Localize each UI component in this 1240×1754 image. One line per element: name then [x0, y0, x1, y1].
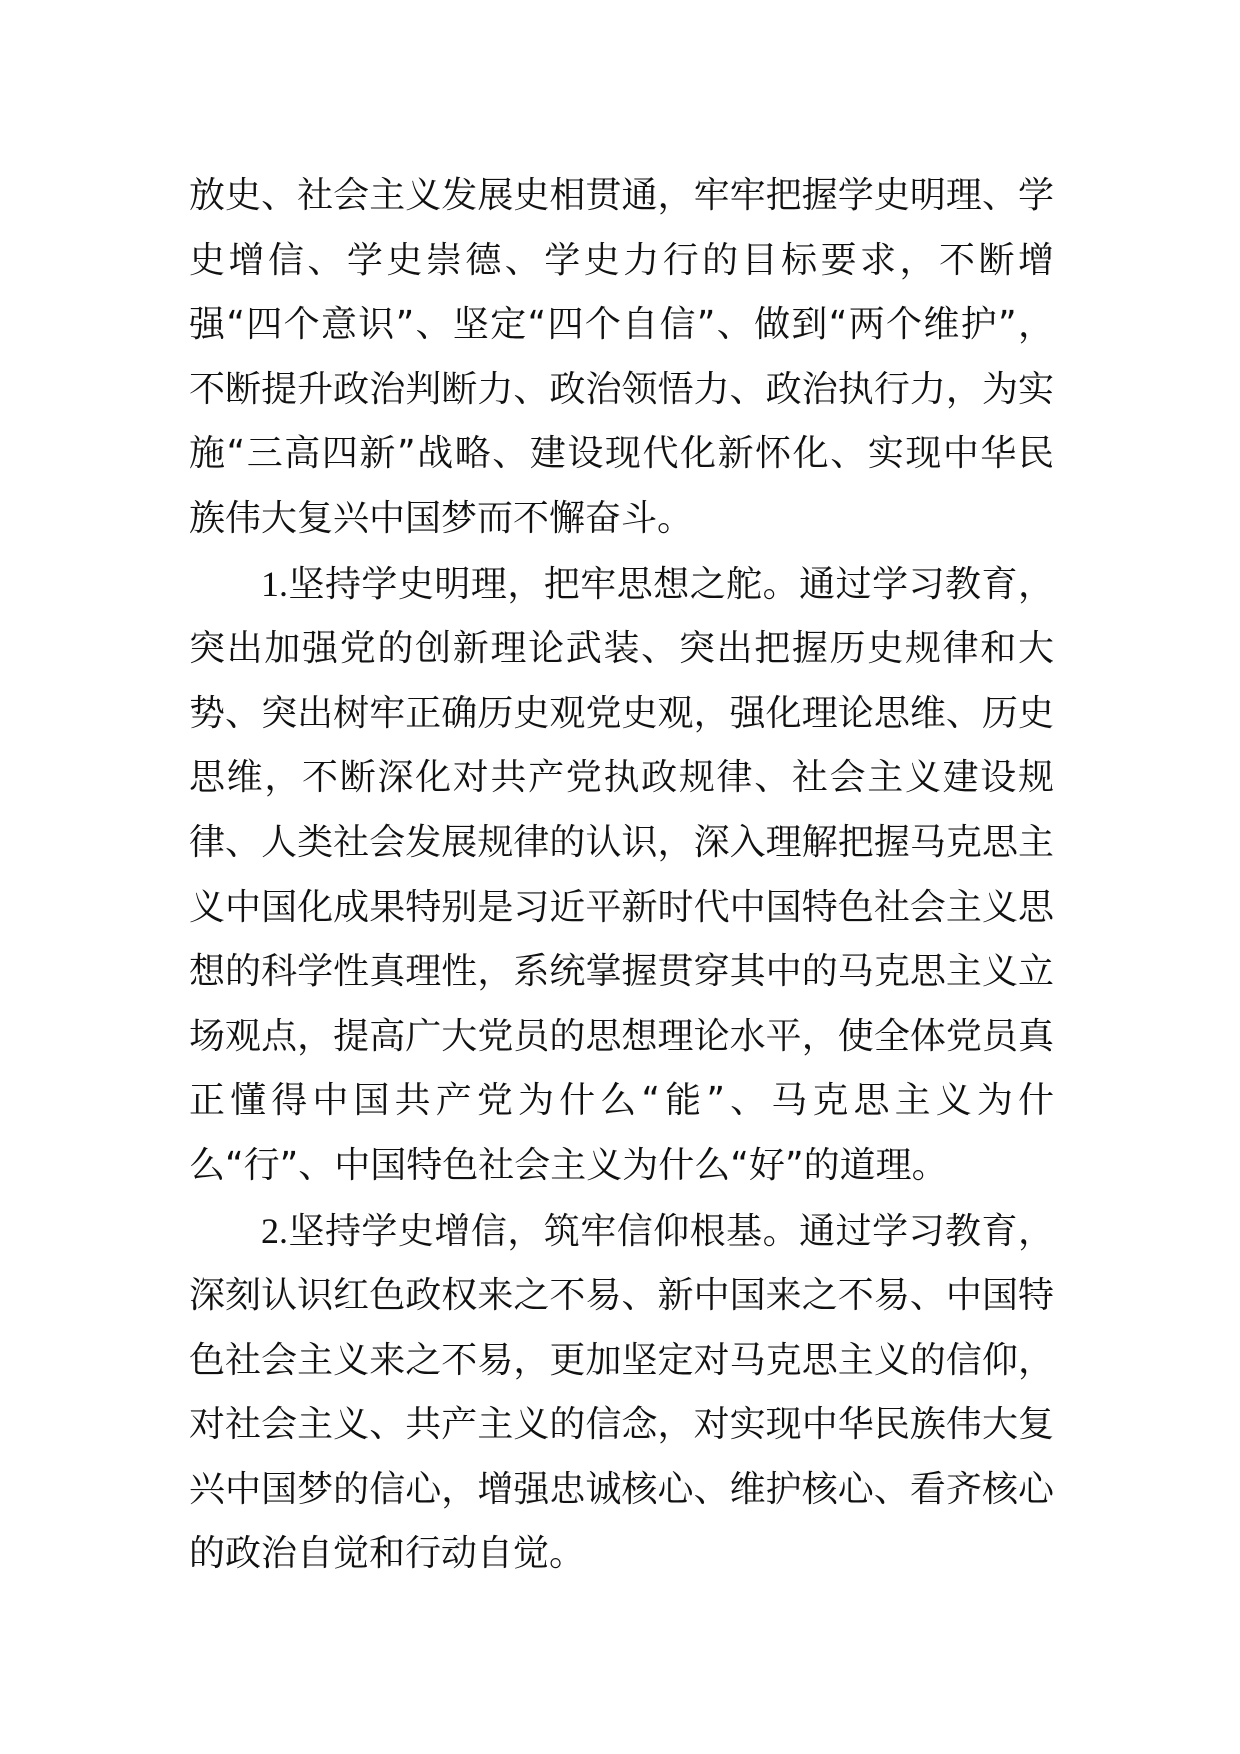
paragraph-number: 2. [261, 1210, 288, 1251]
document-body [189, 164, 1054, 1587]
paragraph-text: 坚持学史增信，筑牢信仰根基。通过学习教育，深刻认识红色政权来之不易、新中国来之不易、中国特色社会主义来之不易，更加坚定对马克思主义的信仰，对社会主义、共产主义的信念，对实现中华民族伟大复兴中国梦的信心，增强忠诚核心、维护核心、看齐核心的政治自觉和行动自觉。 [189, 1210, 1054, 1575]
paragraph-item-1 [189, 552, 1054, 1199]
paragraph-number: 1. [261, 563, 288, 604]
paragraph-continuation [189, 164, 1054, 552]
paragraph-item-2 [189, 1199, 1054, 1588]
paragraph-text: 放史、社会主义发展史相贯通，牢牢把握学史明理、学史增信、学史崇德、学史力行的目标要求，不断增强“四个意识”、坚定“四个自信”、做到“两个维护”，不断提升政治判断力、政治领悟力、政治执行力，为实施“三高四新”战略、建设现代化新怀化、实现中华民族伟大复兴中国梦而不懈奋斗。 [189, 175, 1054, 539]
paragraph-text: 坚持学史明理，把牢思想之舵。通过学习教育，突出加强党的创新理论武装、突出把握历史规律和大势、突出树牢正确历史观党史观，强化理论思维、历史思维，不断深化对共产党执政规律、社会主义建设规律、人类社会发展规律的认识，深入理解把握马克思主义中国化成果特别是习近平新时代中国特色社会主义思想的科学性真理性，系统掌握贯穿其中的马克思主义立场观点，提高广大党员的思想理论水平，使全体党员真正懂得中国共产党为什么“能”、马克思主义为什么“行”、中国特色社会主义为什么“好”的道理。 [189, 563, 1054, 1186]
